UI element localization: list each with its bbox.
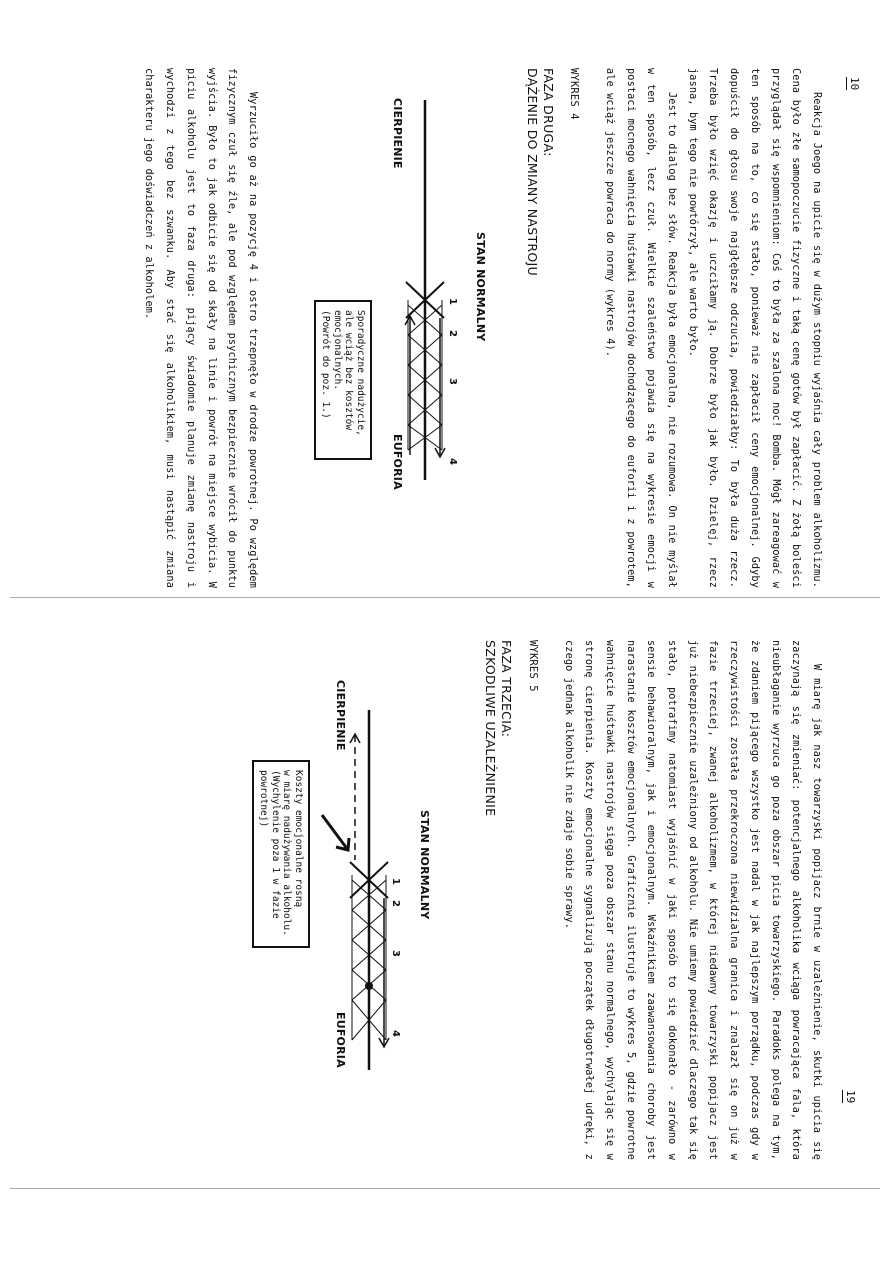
note-pointer-arrow — [322, 815, 349, 850]
figure-label: WYKRES 5 — [526, 640, 539, 692]
label-euphoria: EUFORIA — [334, 1012, 347, 1068]
figure-label: WYKRES 4 — [568, 68, 581, 120]
marker-4: 4 — [447, 458, 458, 465]
section-subtitle: DĄŻENIE DO ZMIANY NASTROJU — [524, 68, 540, 276]
page-number: 10 — [848, 77, 861, 91]
marker-3: 3 — [390, 950, 401, 957]
paragraph: Reakcja Joego na upicie się w dużym stopniu wyjaśnia cały problem alkoholizmu. Cena było złe samopoczucie fizyczne i taką cenę gotów był zapłacić. Z żołą boleści przyglądał się wspomnieniom: Coś to była za szalona noc! Bomba. Mógł zareagować w ten sposób na to, co się stało, ponieważ nie zapłacił ceny emocjonalnej. Gdyby dopuścił do głosu swoje najgłębsze odczucia, powiedziałby: To była duża rzecz. Trzeba było wzięć okazję i uczciłamy ją. Dobrze było jak było. Dzielęj, rzecz jasna, bym tego nie powtórzył, ale warto było. — [686, 68, 822, 588]
page-bottom-edge — [10, 1188, 880, 1189]
label-suffering: CIERPIENIE — [334, 680, 347, 751]
page-divider — [10, 597, 880, 598]
marker-2: 2 — [447, 330, 458, 337]
label-suffering: CIERPIENIE — [391, 98, 404, 169]
section-subtitle: SZKODLIWE UZALEŻNIENIE — [483, 640, 499, 817]
section-title: FAZA DRUGA: — [540, 68, 556, 157]
page-19 — [0, 600, 893, 1263]
section-title: FAZA TRZECIA: — [499, 640, 515, 738]
marker-1: 1 — [390, 878, 401, 885]
paragraph: Wyrzuciło go aż na pozycję 4 i ostro trzepnęło w drodze powrotnej. Po względem fizycznym czuł się źle, ale pod względem psychicznym bezpiecznie wrócił do punktu wyjścia. Było to jak odbicie się od skały na linie i powrót na miejsce wybicia. W piciu alkoholu jest to faza druga: pijący świadomie planuje zmianę nastroju i wychodzi z tego bez szwanku. Aby stać się alkoholikiem, musi nastąpić zmiana charakteru jego doświadczeń z alkoholem. — [143, 68, 258, 588]
mood-swing-diagram-5 — [0, 600, 893, 1263]
paragraph: W miarę jak nasz towarzyski popijacz brnie w uzależnienie, skutki upicia się zaczynają się zmieniać: potencjalnego alkoholika wciąga powracająca fala, która nieubłaganie wyrzuca go poza obszar picia towarzyskiego. Paradoks polega na tym, że zdaniem pijącego wszystko jest nadal w jak najlepszym porządku, podczas gdy w rzeczywistości została przekroczona niewidzialna granica i znalazł się on już w fazie trzeciej, zwanej alkoholizmem, w której niedawny towarzyski popijacz jest już niebezpiecznie uzależniony od alkoholu. Nie umiemy powiedzieć dlaczego tak się stało, potrafimy natomiast wyjaśnić w jaki sposób to się dokonało - zarówno w sensie behawioralnym, jak i emocjonalnym. Wskaźnikiem zaawansowania choroby jest narastanie kosztów emocjonalnych. Graficznie ilustruje to wykres 5, gdzie powrotne wahnięcie huśtawki nastrojów sięga poza obszar stanu normalnego, wychylając się w stronę cierpienia. Koszty emocjonalne sygnalizują początek długotrwałej udręki, z czego jednak alkoholik nie zdaje sobie sprawy. — [562, 640, 822, 1160]
note-box: Koszty emocjonalne rosną w miarę nadużywania alkoholu. (Wychylenie poza 1 w fazie powrotnej) — [252, 760, 310, 948]
note-box: Sporadyczne nadużycie, ale wciąż bez kosztów emocjonalnych. (Powrót do poz. 1.) — [314, 300, 372, 460]
page-10 — [0, 0, 893, 600]
marker-1: 1 — [447, 298, 458, 305]
page-10-text-bottom — [138, 68, 262, 588]
page-number: 19 — [844, 1090, 857, 1104]
swing-arrow — [379, 898, 389, 1047]
label-euphoria: EUFORIA — [391, 434, 404, 490]
label-normal-state: STAN NORMALNY — [418, 810, 431, 920]
marker-2: 2 — [390, 900, 401, 907]
return-arrow-dashed — [350, 734, 360, 860]
position-marker-dot — [365, 982, 373, 990]
paragraph: Jest to dialog bez słów. Reakcja była emocjonalna, nie rozumowa. On nie myślał w ten sposób, lecz czuł. Wielkie szaleństwo pojawia się na wykresie emocji w postaci mocnego wahnięcia huśtawki nastrojów dochodzącego do euforii i z powrotem, ale wciąż jeszcze powraca do normy (wykres 4). — [603, 68, 678, 588]
label-normal-state: STAN NORMALNY — [474, 232, 487, 342]
marker-3: 3 — [447, 378, 458, 385]
marker-4: 4 — [390, 1030, 401, 1037]
